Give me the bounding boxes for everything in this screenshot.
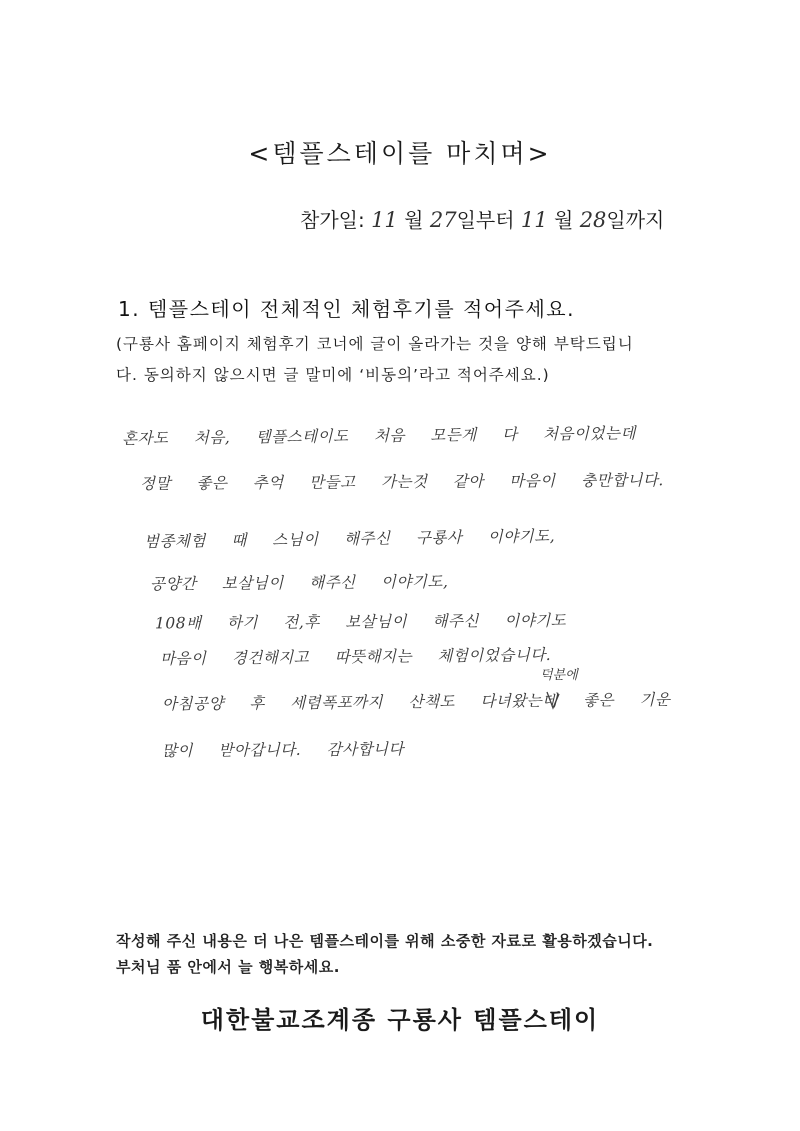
start-month-value: 11	[371, 208, 398, 232]
handwritten-line-5: 108배 하기 전,후 보살님이 해주신 이야기도	[154, 611, 567, 633]
handwritten-line-7: 아침공양 후 세렴폭포까지 산책도 다녀왔는데 좋은 기운	[161, 690, 671, 714]
footer-organization: 대한불교조계종 구룡사 템플스테이	[200, 1006, 600, 1034]
participation-dates	[300, 204, 664, 233]
start-day-value: 27	[429, 208, 457, 232]
question-heading: 1. 템플스테이 전체적인 체험후기를 적어주세요.	[118, 297, 575, 321]
handwritten-line-4: 공양간 보살님이 해주신 이야기도,	[149, 572, 449, 594]
question-note-line1: (구룡사 홈페이지 체험후기 코너에 글이 올라가는 것을 양해 부탁드립니	[116, 335, 634, 353]
handwritten-line-1: 혼자도 처음, 템플스테이도 처음 모든게 다 처음이었는데	[121, 424, 636, 448]
handwritten-line-2: 정말 좋은 추억 만들고 가는것 같아 마음이 충만합니다.	[139, 471, 664, 493]
handwritten-insertion: 덕분에	[540, 668, 578, 683]
handwritten-line-3: 범종체험 때 스님이 해주신 구룡사 이야기도,	[143, 527, 556, 551]
day-until-word: 일까지	[606, 208, 665, 232]
participation-label: 참가일:	[300, 208, 365, 232]
question-note-line2: 다. 동의하지 않으시면 글 말미에 ‘비동의’라고 적어주세요.)	[116, 366, 550, 384]
closing-line-2: 부처님 품 안에서 늘 행복하세요.	[116, 958, 340, 976]
day-from-word: 일부터	[456, 208, 515, 232]
handwritten-line-8: 많이 받아갑니다. 감사합니다	[161, 740, 405, 760]
page-title: <템플스테이를 마치며>	[248, 139, 552, 168]
month-word-2: 월	[554, 208, 574, 232]
closing-line-1: 작성해 주신 내용은 더 나은 템플스테이를 위해 소중한 자료로 활용하겠습니다.	[116, 932, 654, 950]
end-day-value: 28	[579, 208, 607, 232]
month-word: 월	[404, 208, 424, 232]
handwritten-line-6: 마음이 경건해지고 따뜻해지는 체험이었습니다.	[159, 645, 552, 669]
end-month-value: 11	[520, 208, 548, 232]
